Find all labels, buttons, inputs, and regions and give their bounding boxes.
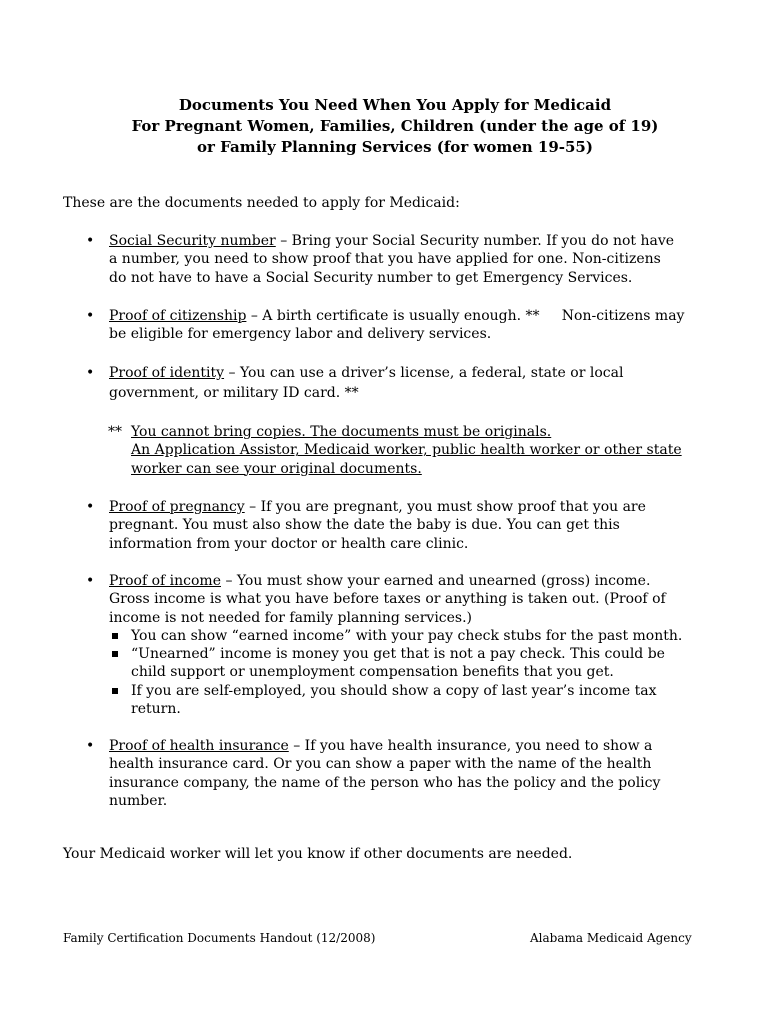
title-line-2: For Pregnant Women, Families, Children (under the age of 19) xyxy=(131,117,659,135)
item-term: Proof of citizenship xyxy=(109,308,247,324)
item-text: insurance company, the name of the person who has the policy and the policy xyxy=(109,774,661,791)
square-bullet-icon xyxy=(112,651,118,657)
bullet-icon: • xyxy=(86,499,95,515)
item-term: Proof of identity xyxy=(109,365,225,381)
square-bullet-icon xyxy=(112,688,118,694)
item-text: – If you are pregnant, you must show proof that you are xyxy=(244,499,646,515)
subitem-text: child support or unemployment compensation benefits that you get. xyxy=(131,664,614,681)
item-text: – You can use a driver’s license, a federal, state or local xyxy=(224,365,624,381)
note-marker: ** xyxy=(108,424,122,440)
item-text: – You must show your earned and unearned (gross) income. xyxy=(221,573,651,589)
subitem-text: If you are self-employed, you should show a copy of last year’s income tax xyxy=(131,682,657,699)
title-line-1: Documents You Need When You Apply for Medicaid xyxy=(178,96,612,114)
page-title xyxy=(40,95,750,158)
closing-text: Your Medicaid worker will let you know if other documents are needed. xyxy=(63,846,573,862)
bullet-icon: • xyxy=(86,233,95,249)
list-item-health-insurance xyxy=(86,737,726,810)
intro-text: These are the documents needed to apply for Medicaid: xyxy=(63,195,460,211)
list-item-social-security xyxy=(86,232,726,287)
item-text: – A birth certificate is usually enough. ** Non-citizens may xyxy=(246,308,685,324)
item-term: Proof of income xyxy=(109,573,221,589)
item-text: health insurance card. Or you can show a paper with the name of the health xyxy=(109,756,652,773)
item-text: number. xyxy=(109,792,168,809)
footer-document-id: Family Certification Documents Handout (12/2008) xyxy=(63,931,376,945)
list-item-identity xyxy=(86,363,726,403)
originals-note xyxy=(108,423,682,478)
item-text: pregnant. You must also show the date the baby is due. You can get this xyxy=(109,517,620,534)
bullet-icon: • xyxy=(86,365,95,381)
income-subitem xyxy=(109,645,726,682)
item-text: a number, you need to show proof that you have applied for one. Non-citizens xyxy=(109,251,661,268)
subitem-text: return. xyxy=(131,701,181,718)
income-subitem xyxy=(109,682,726,719)
item-text: information from your doctor or health care clinic. xyxy=(109,535,469,552)
item-term: Proof of pregnancy xyxy=(109,499,245,515)
item-text: income is not needed for family planning services.) xyxy=(109,609,473,626)
item-term: Proof of health insurance xyxy=(109,738,289,754)
title-line-3: or Family Planning Services (for women 19-55) xyxy=(197,138,593,156)
item-text: Gross income is what you have before taxes or anything is taken out. (Proof of xyxy=(109,591,666,608)
item-text: government, or military ID card. ** xyxy=(109,385,359,401)
income-subitem xyxy=(109,627,726,645)
bullet-icon: • xyxy=(86,308,95,324)
footer-agency: Alabama Medicaid Agency xyxy=(530,931,692,945)
subitem-text: You can show “earned income” with your pay check stubs for the past month. xyxy=(131,627,683,644)
list-item-pregnancy xyxy=(86,498,726,553)
note-line: An Application Assistor, Medicaid worker, public health worker or other state xyxy=(131,442,682,459)
note-line: You cannot bring copies. The documents must be originals. xyxy=(131,424,552,440)
item-text: – If you have health insurance, you need to show a xyxy=(288,738,653,754)
bullet-icon: • xyxy=(86,738,95,754)
item-text: be eligible for emergency labor and delivery services. xyxy=(109,326,492,343)
square-bullet-icon xyxy=(112,633,118,639)
list-item-citizenship xyxy=(86,307,726,344)
subitem-text: “Unearned” income is money you get that is not a pay check. This could be xyxy=(131,646,665,663)
list-item-income xyxy=(86,572,726,718)
note-line: worker can see your original documents. xyxy=(131,460,422,477)
item-term: Social Security number xyxy=(109,233,276,249)
bullet-icon: • xyxy=(86,573,95,589)
item-text: do not have to have a Social Security number to get Emergency Services. xyxy=(109,269,633,286)
item-text: – Bring your Social Security number. If you do not have xyxy=(275,233,675,249)
